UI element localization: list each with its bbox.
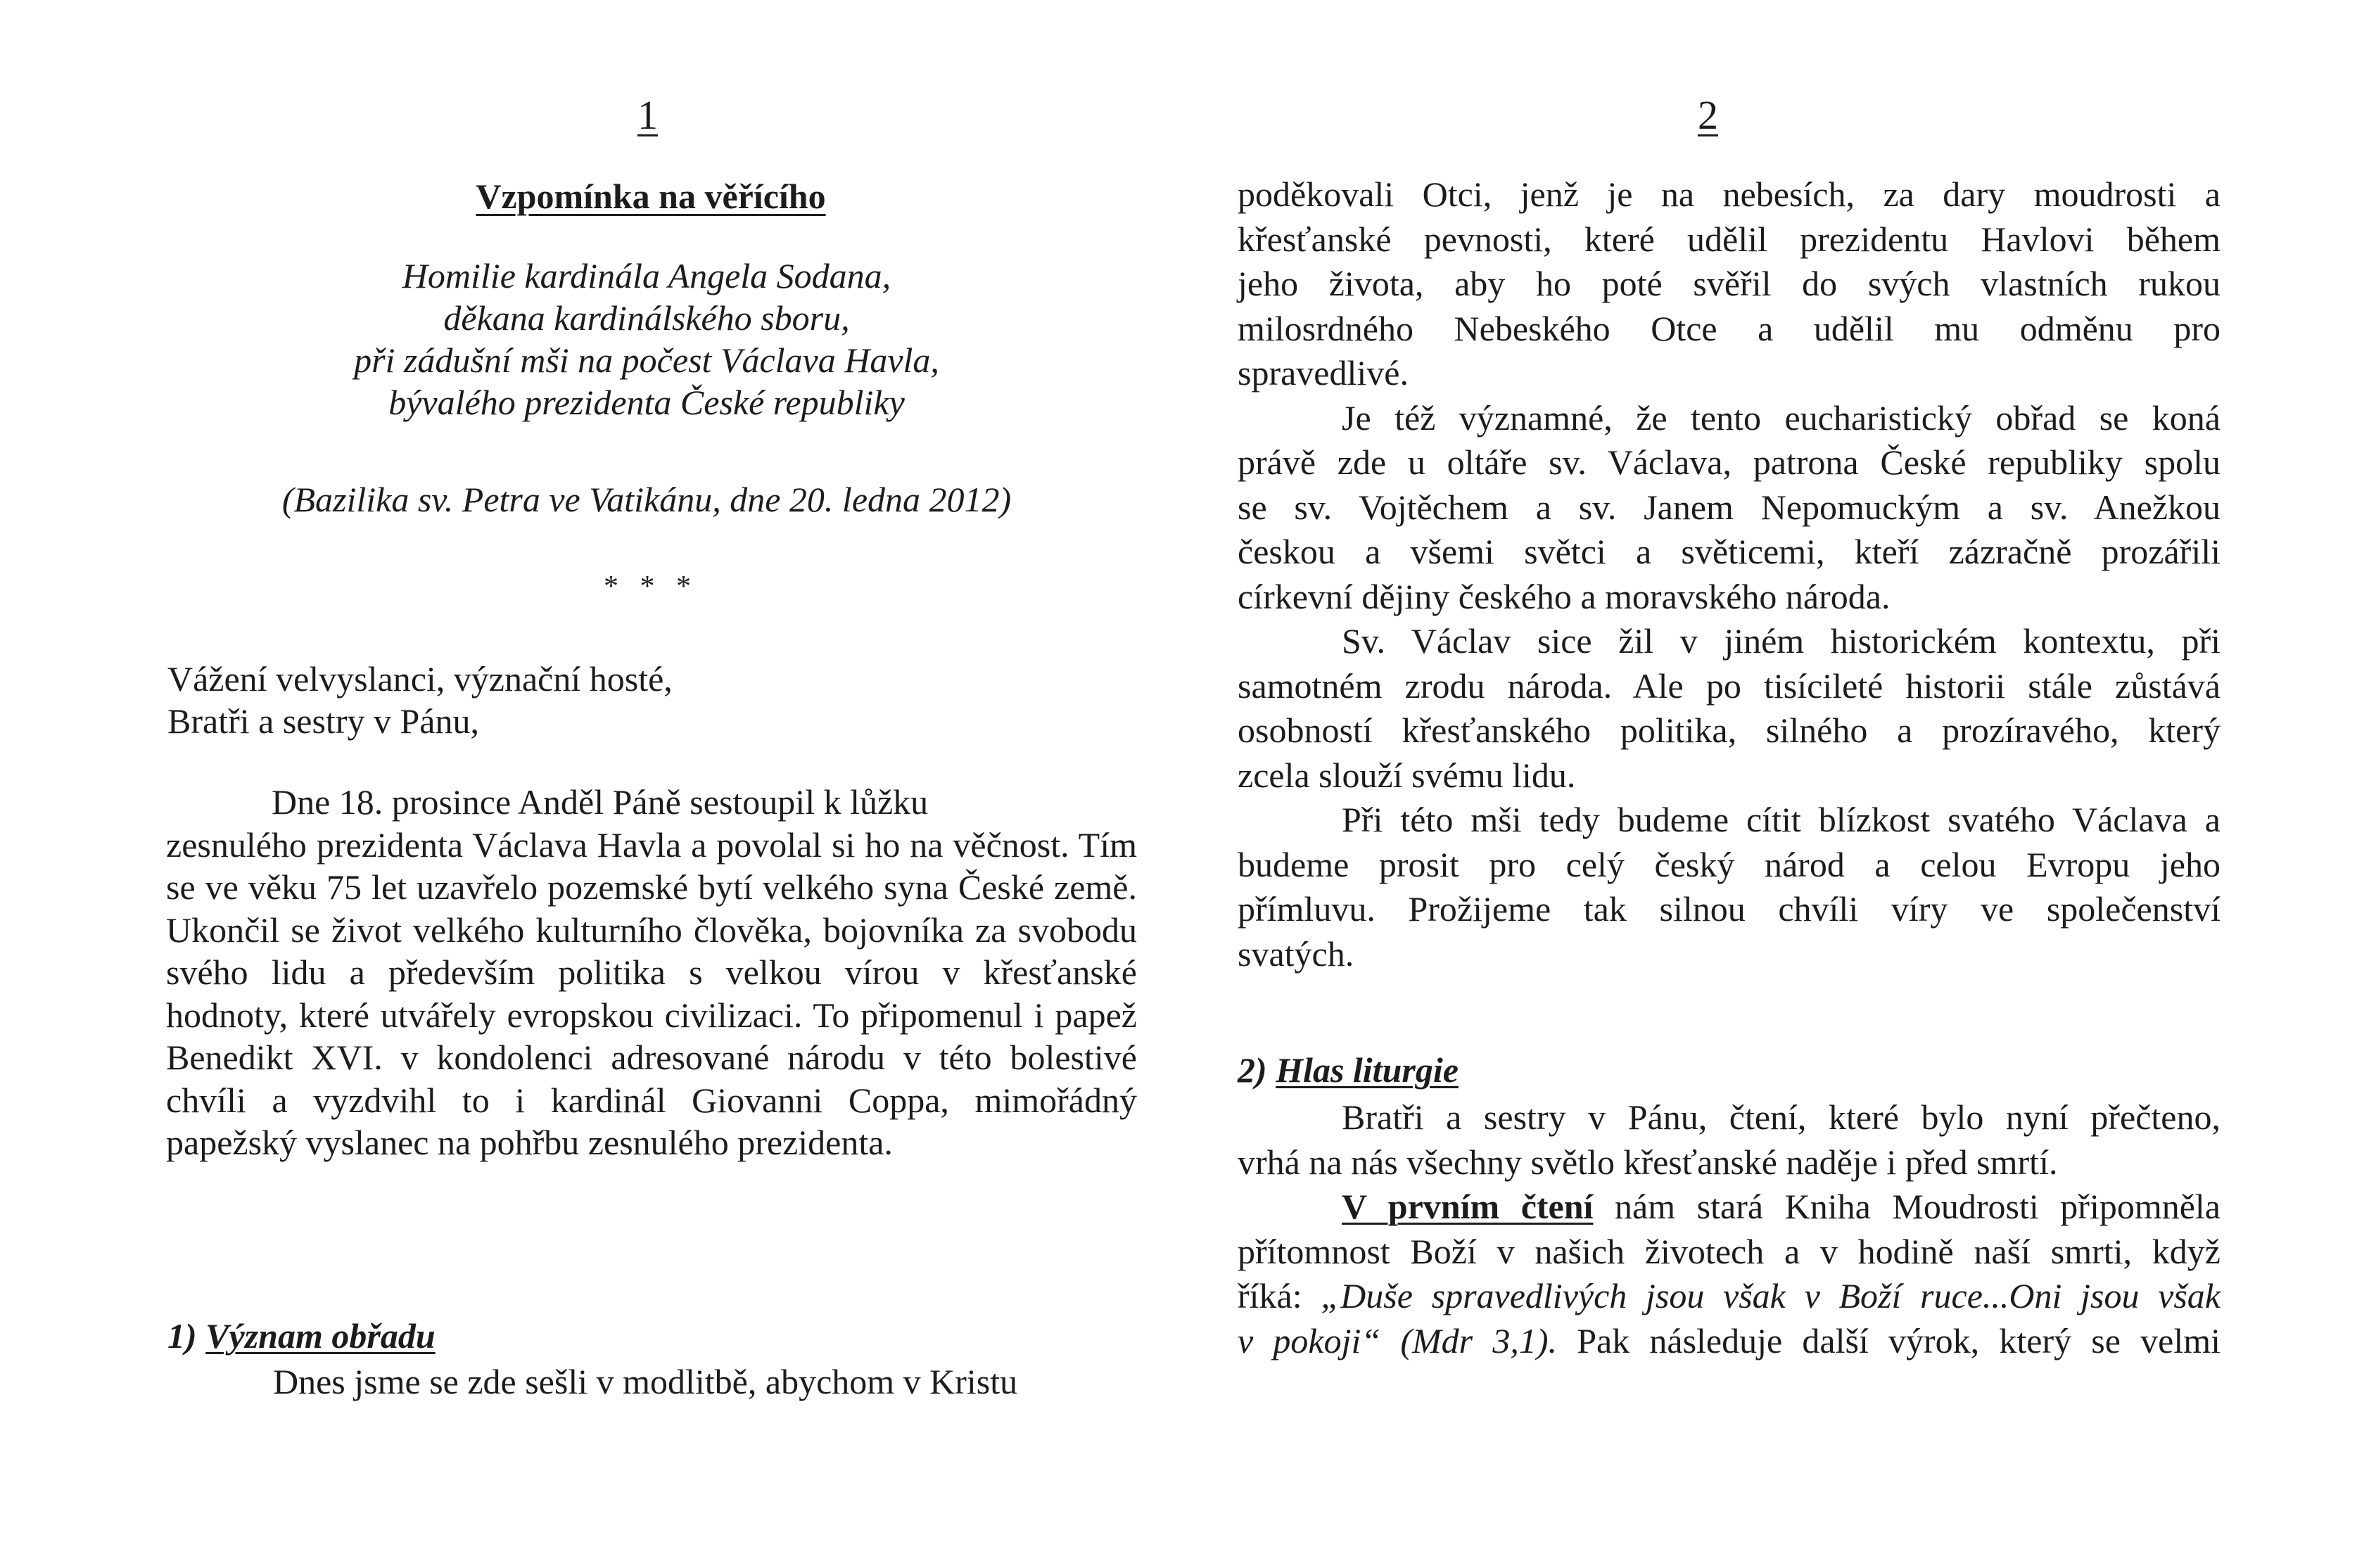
subtitle-line: při zádušní mši na počest Václava Havla, (354, 340, 939, 380)
subtitle-block (0, 255, 1293, 423)
reading-label: V prvním čtení (1342, 1187, 1594, 1226)
section-heading (167, 1315, 436, 1356)
greeting-line: Vážení velvyslanci, význační hosté, (167, 659, 673, 699)
section-heading (1238, 1050, 1459, 1090)
body-text (1238, 172, 2221, 976)
section-title: Hlas liturgie (1276, 1050, 1459, 1090)
text-line: se sv. Vojtěchem a sv. Janem Nepomuckým a sv. Anežkou (1238, 487, 2221, 527)
section-text: Dnes jsme se zde sešli v modlitbě, abychom v Kristu (273, 1362, 1018, 1401)
right-page (1188, 0, 2376, 1568)
text-line: poděkovali Otci, jenž je na nebesích, za dary moudrosti a (1238, 174, 2221, 214)
text-line: budeme prosit pro celý český národ a celou Evropu jeho (1238, 844, 2221, 884)
section-number: 1) (167, 1316, 197, 1356)
text-line: českou a všemi světci a světicemi, kteří zázračně prozářili (1238, 532, 2221, 571)
text-fragment: říká: (1238, 1276, 1302, 1315)
text-line (1238, 1274, 2221, 1319)
document-title: Vzpomínka na věřícího (476, 177, 826, 216)
text-line (1238, 1319, 2221, 1364)
text-line: milosrdného Nebeského Otce a udělil mu odměnu pro (1238, 308, 2221, 348)
text-line: vrhá na nás všechny světlo křesťanské naděje i před smrtí. (1238, 1142, 2058, 1182)
quote-fragment: „Duše spravedlivých jsou však v Boží ruce...Oni jsou však (1321, 1276, 2221, 1315)
greeting (167, 658, 673, 742)
body-text-2 (1238, 1095, 2221, 1363)
text-line: přímluvu. Prožijeme tak silnou chvíli víry ve společenství (1238, 889, 2221, 929)
paragraph-text: zesnulého prezidenta Václava Havla a povolal si ho na věčnost. Tím se ve věku 75 let uzavřelo pozemské bytí velkého syna České země. Ukončil se život velkého kulturního člověka, bojovníka za svobodu svého lidu a především politika s velkou vírou v křesťanské hodnoty, které utvářely evropskou civilizaci. To připomenul i papež Benedikt XVI. v kondolenci adresované národu v této bolestivé chvíli a vyzdvihl to i kardinál Giovanni Coppa, mimořádný papežský vyslanec na pohřbu zesnulého prezidenta. (166, 824, 1137, 1162)
subtitle-line: bývalého prezidenta České republiky (388, 383, 905, 422)
text-line: jeho života, aby ho poté svěřil do svých vlastních rukou (1238, 264, 2221, 303)
paragraph-first-line: Dne 18. prosince Anděl Páně sestoupil k lůžku (272, 782, 929, 822)
subtitle-line: Homilie kardinála Angela Sodana, (402, 256, 891, 295)
text-line: přítomnost Boží v našich životech a v hodině naší smrti, když (1238, 1231, 2221, 1271)
subtitle-line: děkana kardinálského sboru, (443, 298, 850, 338)
text-line: křesťanské pevnosti, které udělil prezidentu Havlovi během (1238, 219, 2221, 259)
separator: * * * (604, 571, 698, 603)
text-line: Je též významné, že tento eucharistický obřad se koná (1342, 397, 2221, 438)
text-line: právě zde u oltáře sv. Václava, patrona České republiky spolu (1238, 442, 2221, 482)
page-number: 1 (637, 92, 658, 138)
section-title: Význam obřadu (205, 1316, 436, 1356)
text-line: Bratři a sestry v Pánu, čtení, které bylo nyní přečteno, (1342, 1097, 2221, 1137)
text-line: Sv. Václav sice žil v jiném historickém kontextu, při (1342, 621, 2221, 661)
text-line: spravedlivé. (1238, 353, 1409, 393)
text-fragment: nám stará Kniha Moudrosti připomněla (1615, 1187, 2221, 1226)
text-line: církevní dějiny českého a moravského národa. (1238, 576, 1891, 616)
text-fragment: Pak následuje další výrok, který se velmi (1577, 1320, 2221, 1360)
text-line: Při této mši tedy budeme cítit blízkost svatého Václava a (1342, 800, 2221, 839)
body-paragraph (166, 781, 1137, 1164)
section-number: 2) (1238, 1050, 1267, 1090)
text-line: svatých. (1238, 933, 1354, 974)
text-line: osobností křesťanského politika, silného a prozíravého, který (1238, 710, 2221, 750)
page-number: 2 (1698, 92, 1718, 138)
location-date: (Bazilika sv. Petra ve Vatikánu, dne 20. ledna 2012) (281, 480, 1012, 519)
greeting-line: Bratři a sestry v Pánu, (167, 701, 479, 741)
text-line: samotném zrodu národa. Ale po tisícileté historii stále zůstává (1238, 665, 2221, 706)
text-line: zcela slouží svému lidu. (1238, 755, 1576, 795)
quote-fragment: v pokoji“ (Mdr 3,1). (1238, 1320, 1557, 1360)
text-line (1238, 1185, 2221, 1230)
